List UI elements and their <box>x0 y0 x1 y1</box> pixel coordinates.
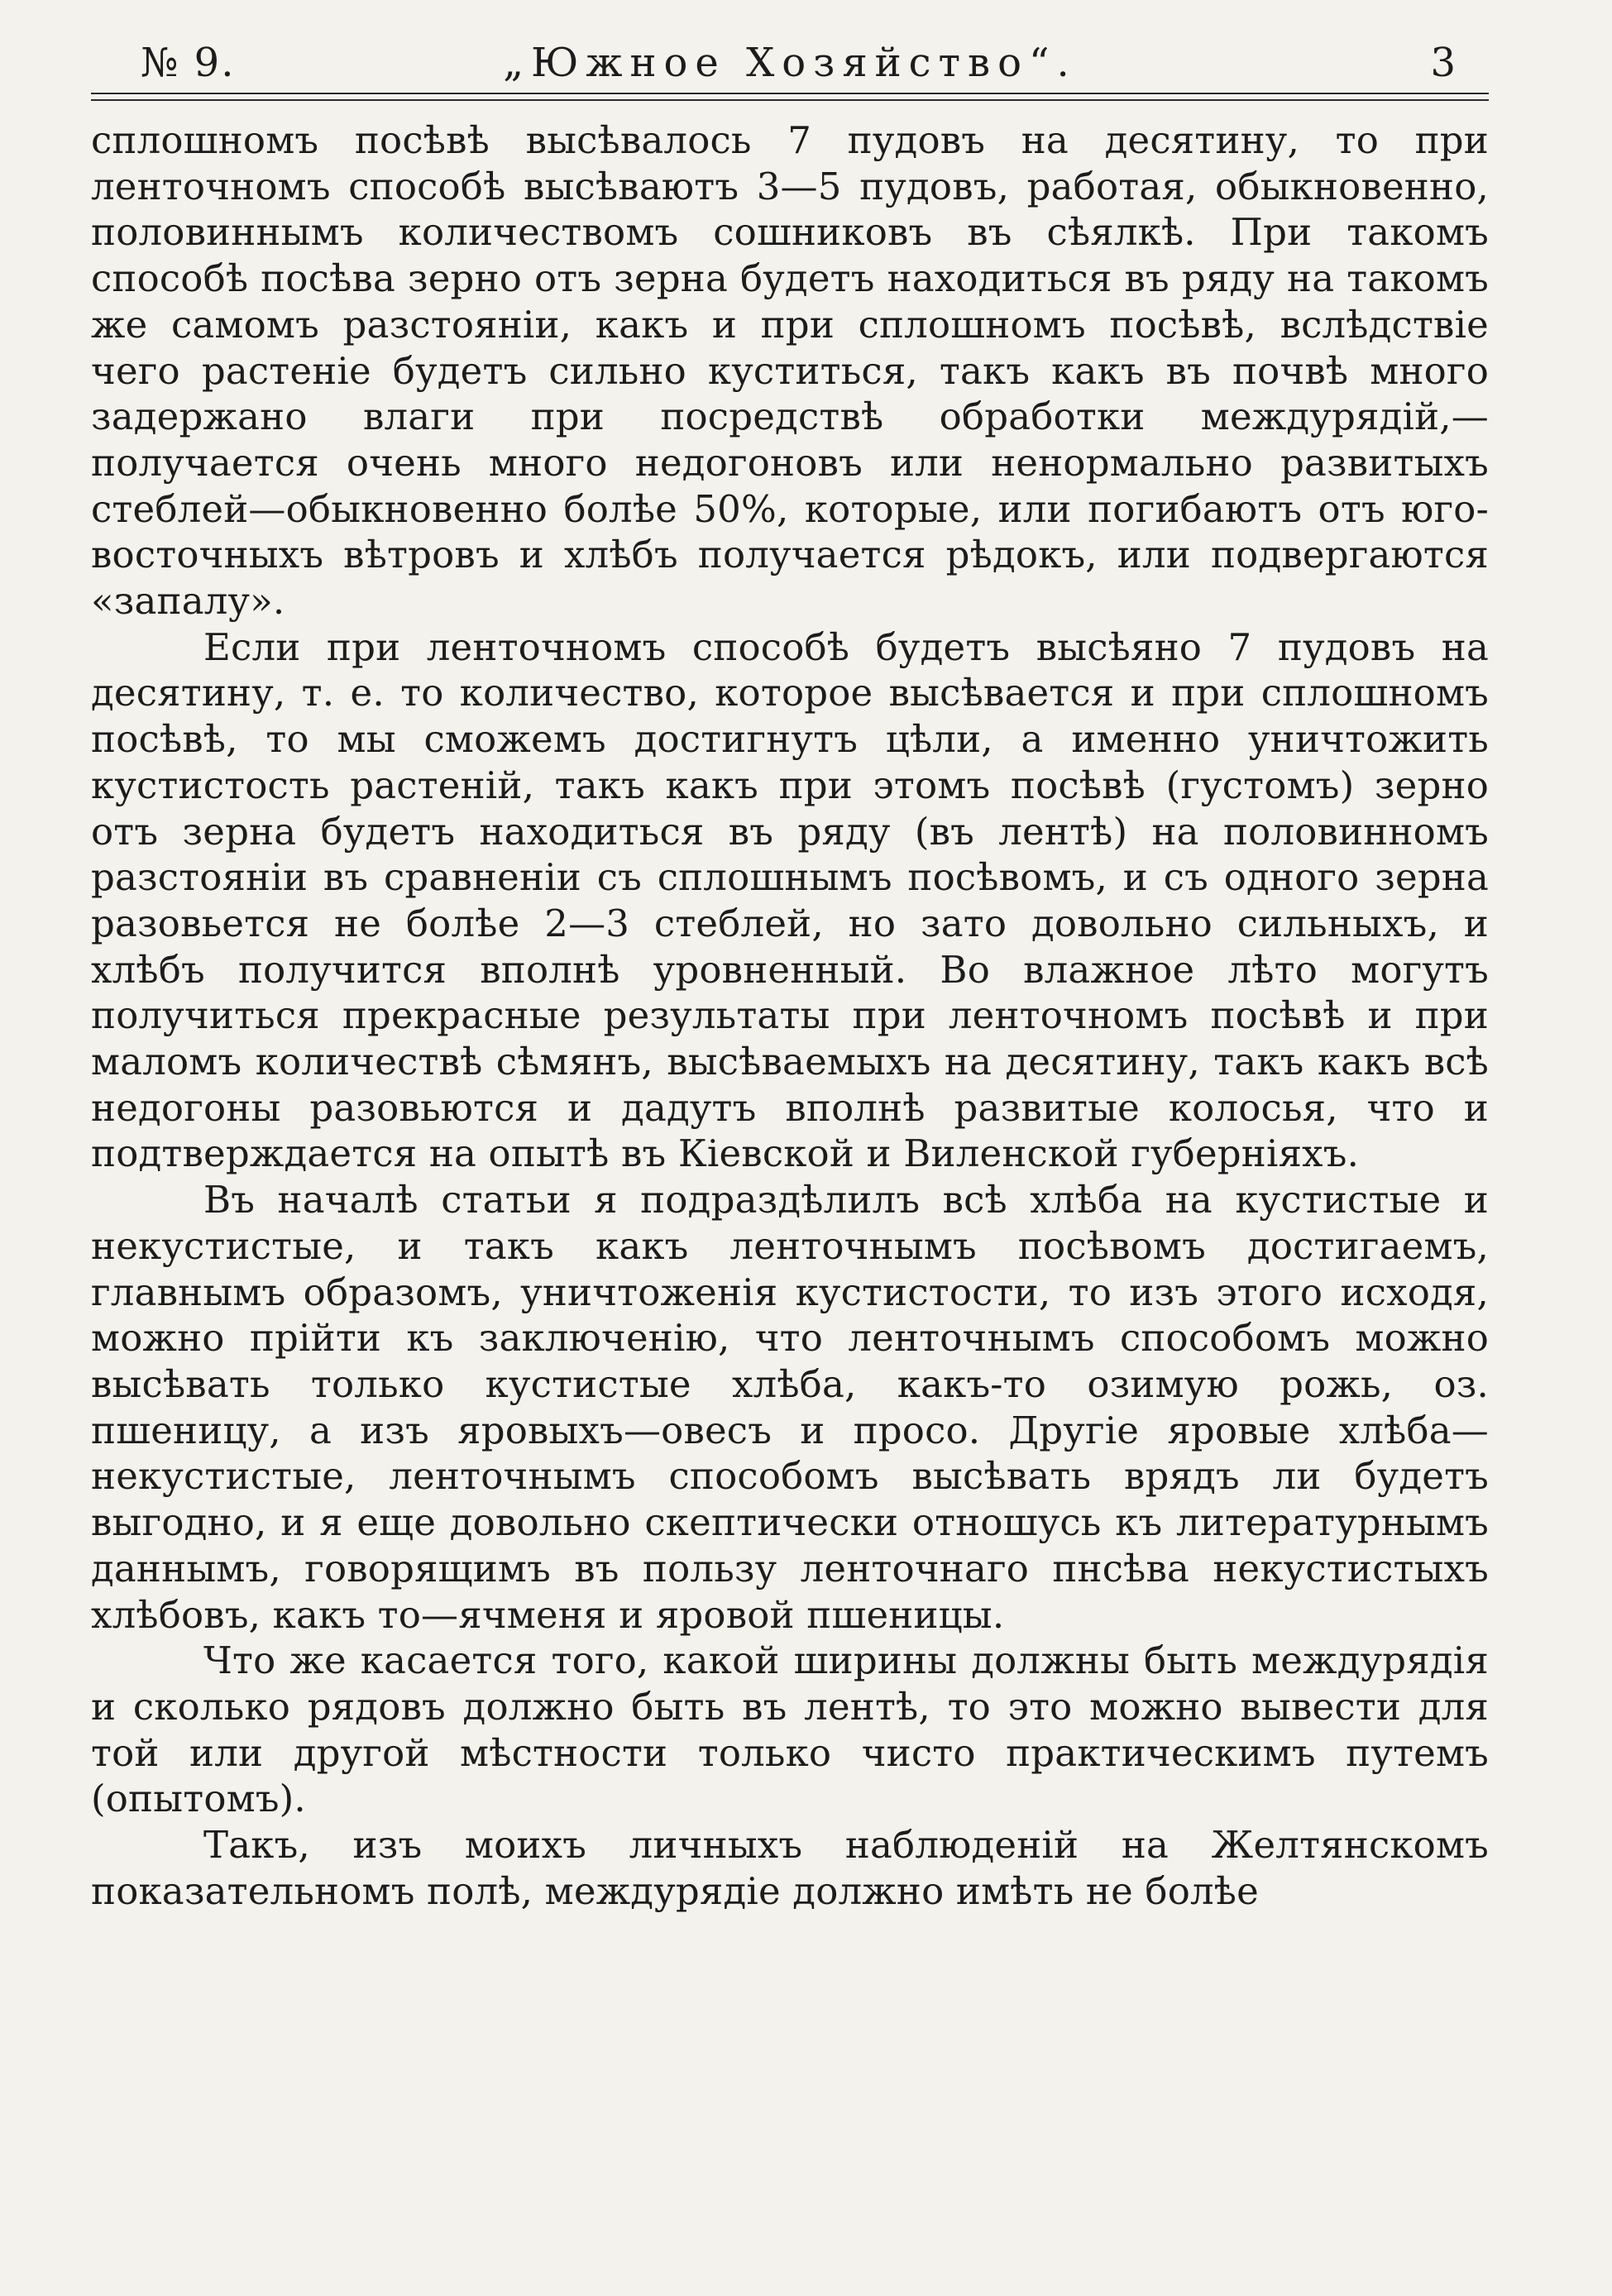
paragraph-continuation: сплошномъ посѣвѣ высѣвалось 7 пудовъ на десятину, то при ленточномъ способѣ высѣваютъ 3—5 пудовъ, работая, обыкновенно, половиннымъ количествомъ сошниковъ въ сѣялкѣ. При такомъ способѣ посѣва зерно отъ зерна будетъ находиться въ ряду на такомъ же самомъ разстояніи, какъ и при сплошномъ посѣвѣ, вслѣдствіе чего растеніе будетъ сильно куститься, такъ какъ въ почвѣ много задержано влаги при посредствѣ обработки междурядій,—получается очень много недогоновъ или ненормально развитыхъ стеблей—обыкновенно болѣе 50%, которые, или погибаютъ отъ юго-восточныхъ вѣтровъ и хлѣбъ получается рѣдокъ, или подвергаются «запалу». <box>91 118 1489 624</box>
article-body <box>91 117 1489 1914</box>
paragraph: Такъ, изъ моихъ личныхъ наблюденій на Желтянскомъ показательномъ полѣ, междурядіе должно имѣть не болѣе <box>91 1823 1489 1913</box>
running-header <box>91 33 1489 93</box>
page-number: 3 <box>1430 40 1456 86</box>
document-page <box>91 33 1489 2266</box>
paragraph: Что же касается того, какой ширины должны быть междурядія и сколько рядовъ должно быть въ лентѣ, то это можно вывести для той или другой мѣстности только чисто практическимъ путемъ (опытомъ). <box>91 1638 1489 1821</box>
paragraph: Если при ленточномъ способѣ будетъ высѣяно 7 пудовъ на десятину, т. е. то количество, которое высѣвается и при сплошномъ посѣвѣ, то мы сможемъ достигнутъ цѣли, а именно уничтожить кустистость растеній, такъ какъ при этомъ посѣвѣ (густомъ) зерно отъ зерна будетъ находиться въ ряду (въ лентѣ) на половинномъ разстояніи въ сравненіи съ сплошнымъ посѣвомъ, и съ одного зерна разовьется не болѣе 2—3 стеблей, но зато довольно сильныхъ, и хлѣбъ получится вполнѣ уровненный. Во влажное лѣто могутъ получиться прекрасные результаты при ленточномъ посѣвѣ и при маломъ количествѣ сѣмянъ, высѣваемыхъ на десятину, такъ какъ всѣ недогоны разовьются и дадутъ вполнѣ развитые колосья, что и подтверждается на опытѣ въ Кіевской и Виленской губерніяхъ. <box>91 624 1489 1176</box>
header-rule-bottom <box>91 99 1489 101</box>
header-rule-top <box>91 93 1489 94</box>
issue-number: № 9. <box>141 40 236 86</box>
paragraph: Въ началѣ статьи я подраздѣлилъ всѣ хлѣба на кустистые и некустистые, и такъ какъ ленточнымъ посѣвомъ достигаемъ, главнымъ образомъ, уничтоженія кустистости, то изъ этого исходя, можно прійти къ заключенію, что ленточнымъ способомъ можно высѣвать только кустистые хлѣба, какъ-то озимую рожь, оз. пшеницу, а изъ яровыхъ—овесъ и просо. Другіе яровые хлѣба—некустистые, ленточнымъ способомъ высѣвать врядъ ли будетъ выгодно, и я еще довольно скептически отношусь къ литературнымъ даннымъ, говорящимъ въ пользу ленточнаго пнсѣва некустистыхъ хлѣбовъ, какъ то—ячменя и яровой пшеницы. <box>91 1178 1489 1637</box>
journal-title: „Южное Хозяйство“. <box>503 40 1077 86</box>
